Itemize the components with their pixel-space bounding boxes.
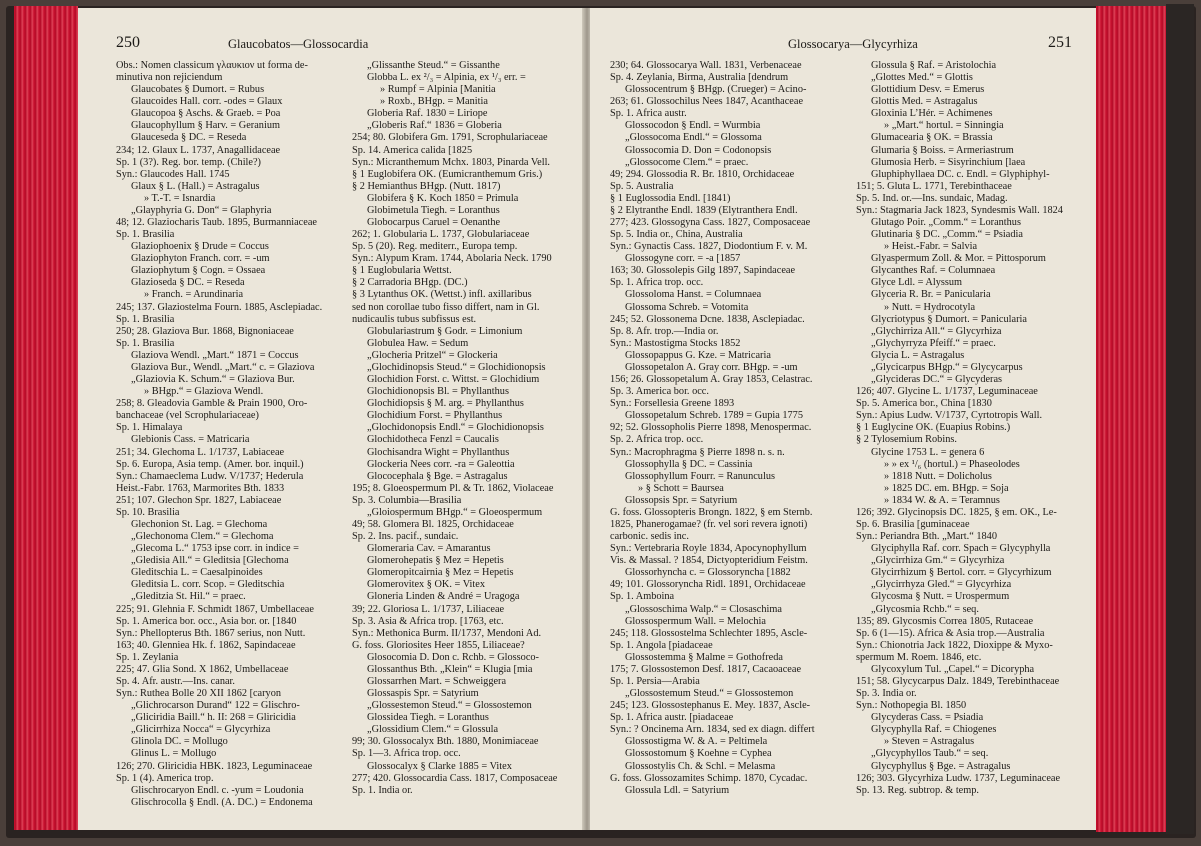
entry-line: » BHgp.“ = Glaziova Wendl. bbox=[144, 386, 264, 398]
left-page bbox=[78, 8, 584, 830]
entry-line: § 1 Euglobifera OK. (Eumicranthemum Gris.) bbox=[352, 168, 543, 180]
entry-line: Glycriotypus § Dumort. = Panicularia bbox=[871, 313, 1027, 325]
entry-line: Glosocomia D. Don c. Rchb. = Glossoco- bbox=[367, 651, 539, 663]
entry-line: 251; 107. Glechon Spr. 1827, Labiaceae bbox=[116, 494, 282, 506]
entry-line: 163; 30. Glossolepis Gilg 1897, Sapindaceae bbox=[610, 265, 796, 277]
entry-line: Syn.: Stagmaria Jack 1823, Syndesmis Wall. 1824 bbox=[856, 204, 1063, 216]
entry-line: 250; 28. Glaziova Bur. 1868, Bignoniaceae bbox=[116, 325, 294, 337]
right-running-head bbox=[610, 34, 1088, 58]
entry-line: 1825, Phanerogamae? (fr. vel sori revera ignoti) bbox=[610, 518, 808, 530]
entry-line: » 1818 Nutt. = Dolicholus bbox=[884, 470, 992, 482]
entry-line: Sp. 1. India or. bbox=[352, 784, 413, 796]
entry-line: Glossula § Raf. = Aristolochia bbox=[871, 60, 997, 71]
entry-line: Glaziophytum § Cogn. = Ossaea bbox=[131, 265, 266, 277]
entry-line: Globeria Raf. 1830 = Liriope bbox=[367, 108, 488, 120]
entry-line: Glycia L. = Astragalus bbox=[871, 349, 965, 361]
entry-line: Syn.: Periandra Bth. „Mart.“ 1840 bbox=[856, 531, 997, 543]
entry-line: Glossoma Schreb. = Votomita bbox=[625, 301, 749, 313]
column bbox=[849, 60, 1088, 797]
left-columns bbox=[116, 60, 574, 809]
entry-line: Gloneria Linden & André = Uragoga bbox=[367, 591, 520, 603]
running-title: Glossocarya—Glycyrhiza bbox=[788, 37, 918, 51]
entry-line: Glaucobates § Dumort. = Rubus bbox=[131, 84, 265, 96]
entry-line: Glossidea Tiegh. = Loranthus bbox=[367, 712, 489, 724]
entry-line: Globulariastrum § Godr. = Limonium bbox=[367, 325, 523, 337]
entry-line: Glochidium Forst. = Phyllanthus bbox=[367, 410, 503, 422]
entry-line: 195; 8. Gloeospermum Pl. & Tr. 1862, Violaceae bbox=[352, 482, 554, 494]
entry-line: Syn.: Forsellesia Greene 1893 bbox=[610, 398, 735, 410]
entry-line: 39; 22. Gloriosa L. 1/1737, Liliaceae bbox=[352, 603, 505, 615]
entry-line: Glaucophyllum § Harv. = Geranium bbox=[131, 120, 280, 132]
entry-line: Sp. 6 (1—15). Africa & Asia trop.—Australia bbox=[856, 627, 1045, 639]
entry-line: » Steven = Astragalus bbox=[884, 736, 975, 748]
entry-line: Glyce Ldl. = Alyssum bbox=[871, 277, 963, 289]
entry-line: Glossaspis Spr. = Satyrium bbox=[367, 688, 479, 700]
entry-line: Sp. 1. Persia—Arabia bbox=[610, 675, 700, 687]
entry-line: 225; 91. Glehnia F. Schmidt 1867, Umbellaceae bbox=[116, 603, 314, 615]
entry-line: Sp. 1. Angola [piadaceae bbox=[610, 639, 713, 651]
entry-line: Syn.: Mastostigma Stocks 1852 bbox=[610, 337, 741, 349]
entry-line: Globocarpus Caruel = Oenanthe bbox=[367, 217, 501, 229]
right-page bbox=[590, 8, 1096, 830]
entry-line: Gluphiphyllaea DC. c. Endl. = Glyphiphyl- bbox=[871, 168, 1050, 180]
entry-line: Sp. 3. Columbia—Brasilia bbox=[352, 494, 462, 506]
entry-line: „Gliciridia Baill.“ h. II: 268 = Gliricidia bbox=[131, 712, 296, 724]
entry-line: Glomerohepatis § Mez = Hepetis bbox=[367, 555, 504, 567]
entry-line: Glossocomia D. Don = Codonopsis bbox=[625, 144, 772, 156]
right-page-edge bbox=[1096, 6, 1166, 832]
entry-line: § 2 Elytranthe Endl. 1839 (Elytranthera Endl. bbox=[610, 204, 798, 216]
entry-line: „Glochidinopsis Steud.“ = Glochidionopsis bbox=[367, 361, 546, 373]
entry-line: Syn.: Micranthemum Mchx. 1803, Pinarda Vell. bbox=[352, 156, 551, 168]
entry-line: 175; 7. Glossostemon Desf. 1817, Cacaoaceae bbox=[610, 663, 802, 675]
entry-line: Syn.: Ruthea Bolle 20 XII 1862 [caryon bbox=[116, 688, 282, 700]
entry-line: Syn.: Vertebraria Royle 1834, Apocynophyllum bbox=[610, 543, 807, 555]
entry-line: „Glossestemon Steud.“ = Glossostemon bbox=[367, 700, 532, 712]
entry-line: Glossula Ldl. = Satyrium bbox=[625, 784, 730, 796]
entry-line: Sp. 1—3. Africa trop. occ. bbox=[352, 748, 461, 760]
entry-line: „Glechonoma Clem.“ = Glechoma bbox=[131, 531, 274, 543]
entry-line: Glinola DC. = Mollugo bbox=[131, 736, 228, 748]
right-cover bbox=[1166, 4, 1194, 834]
entry-line: Sp. 2. Africa trop. occ. bbox=[610, 434, 704, 446]
entry-line: Sp. 1. Amboina bbox=[610, 591, 675, 603]
entry-line: 151; 58. Glycycarpus Dalz. 1849, Terebinthaceae bbox=[856, 675, 1060, 687]
entry-line: 234; 12. Glaux L. 1737, Anagallidaceae bbox=[116, 144, 281, 156]
entry-line: » 1825 DC. em. BHgp. = Soja bbox=[884, 482, 1009, 494]
entry-line: „Glochidonopsis Endl.“ = Glochidionopsis bbox=[367, 422, 544, 434]
entry-line: „Glecoma L.“ 1753 ipse corr. in indice = bbox=[131, 543, 299, 555]
entry-line: Sp. 8. Afr. trop.—India or. bbox=[610, 325, 719, 337]
entry-line: § 1 Euglycine OK. (Euapius Robins.) bbox=[856, 422, 1011, 434]
entry-line: Glinus L. = Mollugo bbox=[131, 748, 217, 760]
entry-line: 49; 101. Glossoryncha Ridl. 1891, Orchidaceae bbox=[610, 579, 806, 591]
entry-line: „Glayphyria G. Don“ = Glaphyria bbox=[131, 204, 272, 216]
entry-line: Glossostemma § Malme = Gothofreda bbox=[625, 651, 783, 663]
entry-line: Glumaria § Boiss. = Armeriastrum bbox=[871, 144, 1014, 156]
entry-line: Sp. 5. America bor., China [1830 bbox=[856, 398, 992, 410]
entry-line: G. foss. Gloriosites Heer 1855, Liliaceae? bbox=[352, 639, 525, 651]
entry-line: Syn.: Chamaeclema Ludw. V/1737; Hederula bbox=[116, 470, 304, 482]
entry-line: Glossophylla § DC. = Cassinia bbox=[625, 458, 753, 470]
entry-line: Glumacearia § OK. = Brassia bbox=[871, 132, 993, 144]
entry-line: 245; 123. Glossostephanus E. Mey. 1837, Ascle- bbox=[610, 700, 811, 712]
entry-line: Glossocalyx § Clarke 1885 = Vitex bbox=[367, 760, 512, 772]
entry-line: G. foss. Glossozamites Schimp. 1870, Cycadac. bbox=[610, 772, 808, 784]
entry-line: Glossogyne corr. = -a [1857 bbox=[625, 253, 741, 265]
entry-line: 99; 30. Glossocalyx Bth. 1880, Monimiaceae bbox=[352, 736, 539, 748]
entry-line: G. foss. Glossopteris Brongn. 1822, § em Sternb. bbox=[610, 506, 813, 518]
entry-line: Sp. 6. Europa, Asia temp. (Amer. bor. inquil.) bbox=[116, 458, 304, 470]
entry-line: Glossopetalon A. Gray corr. BHgp. = -um bbox=[625, 361, 798, 373]
entry-line: Glossostylis Ch. & Schl. = Melasma bbox=[625, 760, 776, 772]
entry-line: „Glychirriza All.“ = Glycyrhiza bbox=[871, 325, 1002, 337]
entry-line: Glutinaria § DC. „Comm.“ = Psiadia bbox=[871, 229, 1023, 241]
entry-line: Glauceseda § DC. = Reseda bbox=[131, 132, 247, 144]
entry-line: Sp. 6. Brasilia [guminaceae bbox=[856, 518, 970, 530]
entry-line: „Glissanthe Steud.“ = Gissanthe bbox=[367, 60, 500, 71]
entry-line: Glochidiopsis § M. arg. = Phyllanthus bbox=[367, 398, 524, 410]
entry-line: § 1 Euglossodia Endl. [1841) bbox=[610, 192, 731, 204]
column bbox=[345, 60, 574, 809]
entry-line: Sp. 1. Africa austr. bbox=[610, 108, 687, 120]
entry-line: 262; 1. Globularia L. 1737, Globulariaceae bbox=[352, 229, 530, 241]
entry-line: Glyaspermum Zoll. & Mor. = Pittosporum bbox=[871, 253, 1046, 265]
entry-line: » 1834 W. & A. = Teramnus bbox=[884, 494, 1000, 506]
entry-line: „Gloiospermum BHgp.“ = Gloeospermum bbox=[367, 506, 543, 518]
entry-line: Syn.: Macrophragma § Pierre 1898 n. s. n. bbox=[610, 446, 785, 458]
entry-line: „Glossocome Clem.“ = praec. bbox=[625, 156, 749, 168]
entry-line: Sp. 5. Australia bbox=[610, 180, 674, 192]
entry-line: 156; 26. Glossopetalum A. Gray 1853, Celastrac. bbox=[610, 374, 813, 386]
entry-line: Glaziova Wendl. „Mart.“ 1871 = Coccus bbox=[131, 349, 299, 361]
entry-line: Sp. 5. India or., China, Australia bbox=[610, 229, 743, 241]
entry-line: „Globeris Raf.“ 1836 = Globeria bbox=[367, 120, 502, 132]
entry-line: Sp. 1. Africa trop. occ. bbox=[610, 277, 704, 289]
entry-line: Sp. 1. Himalaya bbox=[116, 422, 183, 434]
entry-line: Glossoloma Hanst. = Columnaea bbox=[625, 289, 762, 301]
entry-line: Glycyphyllus § Bge. = Astragalus bbox=[871, 760, 1011, 772]
entry-line: „Glichrocarson Durand“ 122 = Glischro- bbox=[131, 700, 300, 712]
entry-line: » „Mart.“ hortul. = Sinningia bbox=[884, 120, 1004, 132]
page-number: 250 bbox=[116, 34, 140, 51]
entry-line: Sp. 10. Brasilia bbox=[116, 506, 180, 518]
entry-line: Glossocodon § Endl. = Wurmbia bbox=[625, 120, 761, 132]
entry-line: Glycyphylla Raf. = Chiogenes bbox=[871, 724, 997, 736]
entry-line: Glechonion St. Lag. = Glechoma bbox=[131, 518, 268, 530]
entry-line: 245; 137. Glaziostelma Fourn. 1885, Asclepiadac. bbox=[116, 301, 323, 313]
entry-line: Glomeropitcairnia § Mez = Hepetis bbox=[367, 567, 514, 579]
entry-line: „Glocheria Pritzel“ = Glockeria bbox=[367, 349, 498, 361]
entry-line: Syn.: Alypum Kram. 1744, Abolaria Neck. 1790 bbox=[352, 253, 552, 265]
entry-line: banchaceae (vel Scrophulariaceae) bbox=[116, 410, 259, 422]
entry-line: 245; 52. Glossonema Dcne. 1838, Asclepiadac. bbox=[610, 313, 805, 325]
entry-line: Glaucopoa § Aschs. & Graeb. = Poa bbox=[131, 108, 281, 120]
entry-line: „Glicirrhiza Nocca“ = Glycyrhiza bbox=[131, 724, 271, 736]
entry-line: Glossarrhen Mart. = Schweiggera bbox=[367, 675, 507, 687]
entry-line: Sp. 14. America calida [1825 bbox=[352, 144, 473, 156]
entry-line: Glochisandra Wight = Phyllanthus bbox=[367, 446, 510, 458]
entry-line: Sp. 1. Brasilia bbox=[116, 337, 175, 349]
right-columns bbox=[610, 60, 1088, 797]
entry-line: 126; 407. Glycine L. 1/1737, Leguminaceae bbox=[856, 386, 1038, 398]
entry-line: Glossorhyncha c. = Glossoryncha [1882 bbox=[625, 567, 791, 579]
column bbox=[610, 60, 849, 797]
entry-line: Syn.: Methonica Burm. II/1737, Mendoni Ad. bbox=[352, 627, 542, 639]
entry-line: „Gleditzia St. Hil.“ = praec. bbox=[131, 591, 246, 603]
entry-line: Vis. & Massal. ? 1854, Dictyopteridium Feistm. bbox=[610, 555, 808, 567]
entry-line: sed non corollae tubo fisso differt, nam in Gl. bbox=[352, 301, 540, 313]
entry-line: Syn.: Apius Ludw. V/1737, Cyrtotropis Wall. bbox=[856, 410, 1043, 422]
entry-line: Glochidionopsis Bl. = Phyllanthus bbox=[367, 386, 509, 398]
entry-line: 126; 303. Glycyrhiza Ludw. 1737, Leguminaceae bbox=[856, 772, 1061, 784]
entry-line: Glossopetalum Schreb. 1789 = Gupia 1775 bbox=[625, 410, 803, 422]
entry-line: Glochidotheca Fenzl = Caucalis bbox=[367, 434, 499, 446]
entry-line: Glycoxylum Tul. „Capel.“ = Dicorypha bbox=[871, 663, 1035, 675]
entry-line: Sp. 1. Africa austr. [piadaceae bbox=[610, 712, 734, 724]
entry-line: » Rumpf = Alpinia [Manitia bbox=[380, 84, 496, 96]
entry-line: Glischrocolla § Endl. (A. DC.) = Endonema bbox=[131, 796, 313, 808]
entry-line: 277; 420. Glossocardia Cass. 1817, Composaceae bbox=[352, 772, 558, 784]
entry-line: Glycyderas Cass. = Psiadia bbox=[871, 712, 984, 724]
entry-line: Syn.: Gynactis Cass. 1827, Diodontium F. v. M. bbox=[610, 241, 808, 253]
entry-line: Sp. 3. Asia & Africa trop. [1763, etc. bbox=[352, 615, 504, 627]
entry-line: § 1 Euglobularia Wettst. bbox=[352, 265, 452, 277]
entry-line: § 2 Hemianthus BHgp. (Nutt. 1817) bbox=[352, 180, 501, 192]
entry-line: „Glycideras DC.“ = Glycyderas bbox=[871, 374, 1003, 386]
entry-line: Sp. 4. Zeylania, Birma, Australia [dendrum bbox=[610, 72, 789, 84]
entry-line: Gleditschia L. = Caesalpinoides bbox=[131, 567, 263, 579]
entry-line: Globba L. ex ²/₃ = Alpinia, ex ¹/₃ err. = bbox=[367, 72, 526, 84]
entry-line: „Glycirrhyza Gled.“ = Glycyrhiza bbox=[871, 579, 1012, 591]
entry-line: 263; 61. Glossochilus Nees 1847, Acanthaceae bbox=[610, 96, 804, 108]
entry-line: Glaziova Bur., Wendl. „Mart.“ c. = Glaziova bbox=[131, 361, 315, 373]
entry-line: „Glycicarpus BHgp.“ = Glycycarpus bbox=[871, 361, 1023, 373]
entry-line: minutiva non rejiciendum bbox=[116, 72, 223, 84]
page-number: 251 bbox=[1048, 34, 1072, 51]
entry-line: „Glaziovia K. Schum.“ = Glaziova Bur. bbox=[131, 374, 295, 386]
entry-line: Obs.: Nomen classicum γλαυκιον ut forma de- bbox=[116, 60, 308, 71]
entry-line: Globulea Haw. = Sedum bbox=[367, 337, 469, 349]
entry-line: Glossocentrum § BHgp. (Crueger) = Acino- bbox=[625, 84, 807, 96]
entry-line: Sp. 3. America bor. occ. bbox=[610, 386, 709, 398]
entry-line: Glossospermum Wall. = Melochia bbox=[625, 615, 766, 627]
entry-line: 126; 270. Gliricidia HBK. 1823, Leguminaceae bbox=[116, 760, 313, 772]
entry-line: carbonic. sedis inc. bbox=[610, 531, 689, 543]
entry-line: » » ex ¹/₆ (hortul.) = Phaseolodes bbox=[884, 458, 1020, 470]
entry-line: Sp. 1. Brasilia bbox=[116, 313, 175, 325]
entry-line: Sp. 1. Zeylania bbox=[116, 651, 179, 663]
entry-line: Globifera § K. Koch 1850 = Primula bbox=[367, 192, 519, 204]
entry-line: Glossostomum § Koehne = Cyphea bbox=[625, 748, 772, 760]
entry-line: 230; 64. Glossocarya Wall. 1831, Verbenaceae bbox=[610, 60, 802, 71]
entry-line: „Glycosmia Rchb.“ = seq. bbox=[871, 603, 979, 615]
entry-line: „Glossostemum Steud.“ = Glossostemon bbox=[625, 688, 794, 700]
entry-line: Glutago Poir. „Comm.“ = Loranthus bbox=[871, 217, 1021, 229]
entry-line: Glossanthus Bth. „Klein“ = Klugia [mia bbox=[367, 663, 533, 675]
entry-line: Glaucoides Hall. corr. -odes = Glaux bbox=[131, 96, 283, 108]
entry-line: 48; 12. Glaziocharis Taub. 1895, Burmanniaceae bbox=[116, 217, 317, 229]
entry-line: Glomerovitex § OK. = Vitex bbox=[367, 579, 485, 591]
entry-line: 49; 294. Glossodia R. Br. 1810, Orchidaceae bbox=[610, 168, 795, 180]
entry-line: Sp. 1 (3?). Reg. bor. temp. (Chile?) bbox=[116, 156, 261, 168]
entry-line: Glycirrhizum § Bertol. corr. = Glycyrhizum bbox=[871, 567, 1052, 579]
entry-line: Sp. 4. Afr. austr.—Ins. canar. bbox=[116, 675, 235, 687]
entry-line: § 2 Carradoria BHgp. (DC.) bbox=[352, 277, 468, 289]
entry-line: Sp. 13. Reg. subtrop. & temp. bbox=[856, 784, 979, 796]
entry-line: Sp. 1. America bor. occ., Asia bor. or. [1840 bbox=[116, 615, 297, 627]
entry-line: 49; 58. Glomera Bl. 1825, Orchidaceae bbox=[352, 518, 514, 530]
entry-line: Syn.: Nothopegia Bl. 1850 bbox=[856, 700, 967, 712]
entry-line: Sp. 5 (20). Reg. mediterr., Europa temp. bbox=[352, 241, 518, 253]
entry-line: Glaux § L. (Hall.) = Astragalus bbox=[131, 180, 260, 192]
entry-line: Glomeraria Cav. = Amarantus bbox=[367, 543, 491, 555]
entry-line: 245; 118. Glossostelma Schlechter 1895, Ascle- bbox=[610, 627, 808, 639]
entry-line: 251; 34. Glechoma L. 1/1737, Labiaceae bbox=[116, 446, 285, 458]
entry-line: Sp. 5. Ind. or.—Ins. sundaic, Madag. bbox=[856, 192, 1008, 204]
entry-line: Glaziophoenix § Drude = Coccus bbox=[131, 241, 269, 253]
entry-line: Glossostigma W. & A. = Peltimela bbox=[625, 736, 768, 748]
entry-line: Glycosma § Nutt. = Urospermum bbox=[871, 591, 1010, 603]
entry-line: Glazioseda § DC. = Reseda bbox=[131, 277, 245, 289]
entry-line: Glococephala § Bge. = Astragalus bbox=[367, 470, 508, 482]
entry-line: Glaziophyton Franch. corr. = -um bbox=[131, 253, 270, 265]
entry-line: „Glottes Med.“ = Glottis bbox=[871, 72, 973, 84]
entry-line: » Nutt. = Hydrocotyla bbox=[884, 301, 976, 313]
entry-line: nudicaulis tubus subfissus est. bbox=[352, 313, 477, 325]
entry-line: Glockeria Nees corr. -ra = Galeottia bbox=[367, 458, 515, 470]
entry-line: 225; 47. Glia Sond. X 1862, Umbellaceae bbox=[116, 663, 289, 675]
entry-line: Gleditsia L. corr. Scop. = Gleditschia bbox=[131, 579, 285, 591]
entry-line: Glyciphylla Raf. corr. Spach = Glycyphylla bbox=[871, 543, 1051, 555]
entry-line: Glycanthes Raf. = Columnaea bbox=[871, 265, 996, 277]
entry-line: » Heist.-Fabr. = Salvia bbox=[884, 241, 978, 253]
entry-line: Glossopappus G. Kze. = Matricaria bbox=[625, 349, 771, 361]
entry-line: Glottidium Desv. = Emerus bbox=[871, 84, 985, 96]
entry-line: 92; 52. Glossopholis Pierre 1898, Menospermac. bbox=[610, 422, 812, 434]
entry-line: „Gledisia All.“ = Gleditsia [Glechoma bbox=[131, 555, 289, 567]
entry-line: „Glossoschima Walp.“ = Closaschima bbox=[625, 603, 782, 615]
entry-line: 258; 8. Gleadovia Gamble & Prain 1900, Oro- bbox=[116, 398, 308, 410]
entry-line: 135; 89. Glycosmis Correa 1805, Rutaceae bbox=[856, 615, 1034, 627]
entry-line: 151; 5. Gluta L. 1771, Terebinthaceae bbox=[856, 180, 1012, 192]
entry-line: » Roxb., BHgp. = Manitia bbox=[380, 96, 488, 108]
left-running-head bbox=[116, 34, 574, 58]
column bbox=[116, 60, 345, 809]
entry-line: Glyceria R. Br. = Panicularia bbox=[871, 289, 991, 301]
entry-line: Glottis Med. = Astragalus bbox=[871, 96, 978, 108]
entry-line: Glochidion Forst. c. Wittst. = Glochidium bbox=[367, 374, 540, 386]
entry-line: spermum M. Roem. 1846, etc. bbox=[856, 651, 982, 663]
entry-line: Syn.: Chionotria Jack 1822, Dioxippe & Myxo- bbox=[856, 639, 1053, 651]
entry-line: » § Schott = Baursea bbox=[638, 482, 724, 494]
entry-line: „Glycirrhiza Gm.“ = Glycyrhiza bbox=[871, 555, 1005, 567]
entry-line: Heist.-Fabr. 1763, Marmorites Bth. 1833 bbox=[116, 482, 285, 494]
entry-line: Glischrocaryon Endl. c. -yum = Loudonia bbox=[131, 784, 304, 796]
entry-line: Sp. 1. Brasilia bbox=[116, 229, 175, 241]
entry-line: „Glossidium Clem.“ = Glossula bbox=[367, 724, 499, 736]
entry-line: „Glossocoma Endl.“ = Glossoma bbox=[625, 132, 762, 144]
entry-line: § 2 Tylosemium Robins. bbox=[856, 434, 957, 446]
entry-line: » T.-T. = Isnardia bbox=[144, 192, 216, 204]
entry-line: Syn.: ? Oncinema Arn. 1834, sed ex diagn. differt bbox=[610, 724, 815, 736]
entry-line: Sp. 1 (4). America trop. bbox=[116, 772, 214, 784]
entry-line: Glossopsis Spr. = Satyrium bbox=[625, 494, 738, 506]
entry-line: Syn.: Glaucodes Hall. 1745 bbox=[116, 168, 230, 180]
entry-line: Syn.: Phellopterus Bth. 1867 serius, non Nutt. bbox=[116, 627, 306, 639]
entry-line: Gloxinia L’Hér. = Achimenes bbox=[871, 108, 993, 120]
entry-line: Globimetula Tiegh. = Loranthus bbox=[367, 204, 500, 216]
entry-line: 277; 423. Glossogyna Cass. 1827, Composaceae bbox=[610, 217, 811, 229]
entry-line: Glossophyllum Fourr. = Ranunculus bbox=[625, 470, 775, 482]
entry-line: Sp. 3. India or. bbox=[856, 688, 917, 700]
entry-line: 126; 392. Glycinopsis DC. 1825, § em. OK., Le- bbox=[856, 506, 1057, 518]
entry-line: Sp. 2. Ins. pacif., sundaic. bbox=[352, 531, 459, 543]
entry-line: Glumosia Herb. = Sisyrinchium [laea bbox=[871, 156, 1026, 168]
entry-line: Glebionis Cass. = Matricaria bbox=[131, 434, 250, 446]
entry-line: 254; 80. Globifera Gm. 1791, Scrophulariaceae bbox=[352, 132, 548, 144]
entry-line: „Glychyrryza Pfeiff.“ = praec. bbox=[871, 337, 996, 349]
running-title: Glaucobatos—Glossocardia bbox=[228, 37, 369, 51]
entry-line: Glycine 1753 L. = genera 6 bbox=[871, 446, 985, 458]
entry-line: „Glycyphyllos Taub.“ = seq. bbox=[871, 748, 989, 760]
entry-line: § 3 Lytanthus OK. (Wettst.) infl. axillaribus bbox=[352, 289, 532, 301]
entry-line: » Franch. = Arundinaria bbox=[144, 289, 244, 301]
left-page-edge bbox=[14, 6, 78, 830]
entry-line: 163; 40. Glenniea Hk. f. 1862, Sapindaceae bbox=[116, 639, 296, 651]
